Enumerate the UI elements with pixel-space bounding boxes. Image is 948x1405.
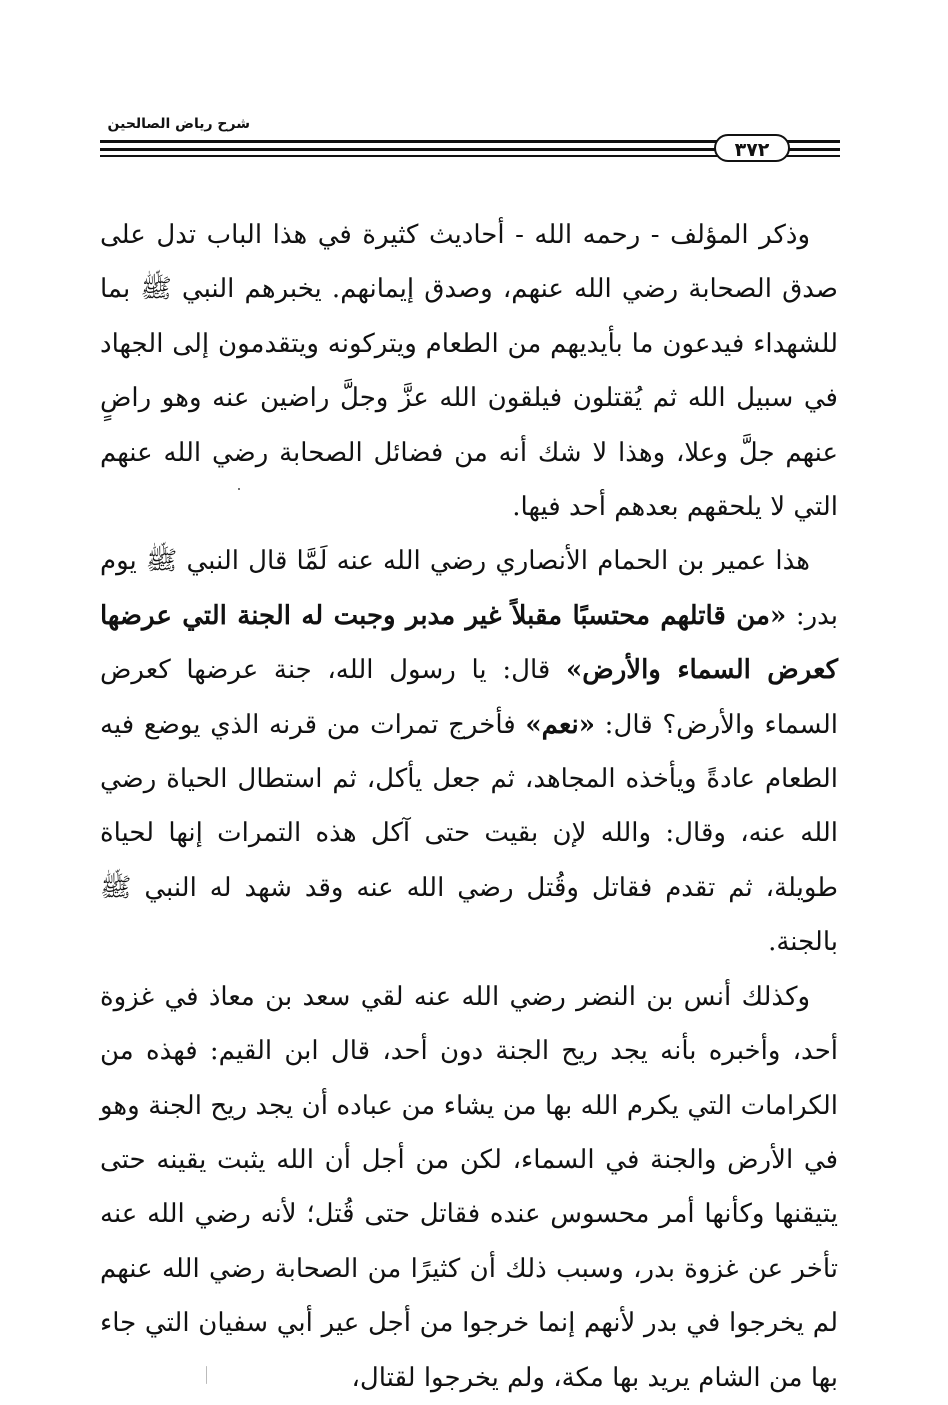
scan-mark — [206, 1366, 207, 1384]
paragraph-2-text-2: فأخرج تمرات من قرنه الذي يوضع فيه الطعام عادةً ويأخذه المجاهد، ثم جعل يأكل، ثم استطال الحياة رضي الله عنه، وقال: والله لإن بقيت حتى آكل هذه التمرات إنها لحياة طويلة، ثم تقدم فقاتل وقُتل رضي الله عنه وقد شهد له النبي ﷺ بالجنة. — [100, 709, 838, 958]
page-number: ٣٧٢ — [714, 134, 790, 162]
paragraph-2 — [100, 534, 838, 969]
body-text — [100, 208, 838, 1405]
hadith-quote-1: «من قاتلهم محتسبًا مقبلاً غير مدبر وجبت له الجنة التي عرضها كعرض السماء والأرض» — [100, 600, 838, 686]
scan-speck — [238, 488, 240, 490]
paragraph-2-text-1: قال: يا رسول الله، جنة عرضها كعرض السماء والأرض؟ قال: — [100, 655, 839, 740]
paragraph-1: وذكر المؤلف - رحمه الله - أحاديث كثيرة في هذا الباب تدل على صدق الصحابة رضي الله عنهم، وصدق إيمانهم. يخبرهم النبي ﷺ بما للشهداء فيدعون ما بأيديهم من الطعام ويتركونه ويتقدمون إلى الجهاد في سبيل الله ثم يُقتلون فيلقون الله عزَّ وجلَّ راضين عنه وهو راضٍ عنهم جلَّ وعلا، وهذا لا شك أنه من فضائل الصحابة رضي الله عنهم التي لا يلحقهم بعدهم أحد فيها. — [100, 220, 838, 523]
paragraph-3: وكذلك أنس بن النضر رضي الله عنه لقي سعد بن معاذ في غزوة أحد، وأخبره بأنه يجد ريح الجنة دون أحد، قال ابن القيم: فهذه من الكرامات التي يكرم الله بها من يشاء من عباده أن يجد ريح الجنة وهو في الأرض والجنة في السماء، لكن من أجل أن الله يثبت يقينه حتى يتيقنها وكأنها أمر محسوس عنده فقاتل حتى قُتل؛ لأنه رضي الله عنه تأخر عن غزوة بدر، وسبب ذلك أن كثيرًا من الصحابة رضي الله عنهم لم يخرجوا في بدر لأنهم إنما خرجوا من أجل عير أبي سفيان التي جاء بها من الشام يريد بها مكة، ولم يخرجوا لقتال، — [100, 981, 838, 1393]
paragraph-2-intro: هذا عمير بن الحمام الأنصاري رضي الله عنه لَمَّا قال النبي ﷺ يوم بدر: — [100, 546, 839, 631]
hadith-quote-2: «نعم» — [525, 709, 595, 740]
running-title: شرح رياض الصالحين — [107, 116, 250, 132]
